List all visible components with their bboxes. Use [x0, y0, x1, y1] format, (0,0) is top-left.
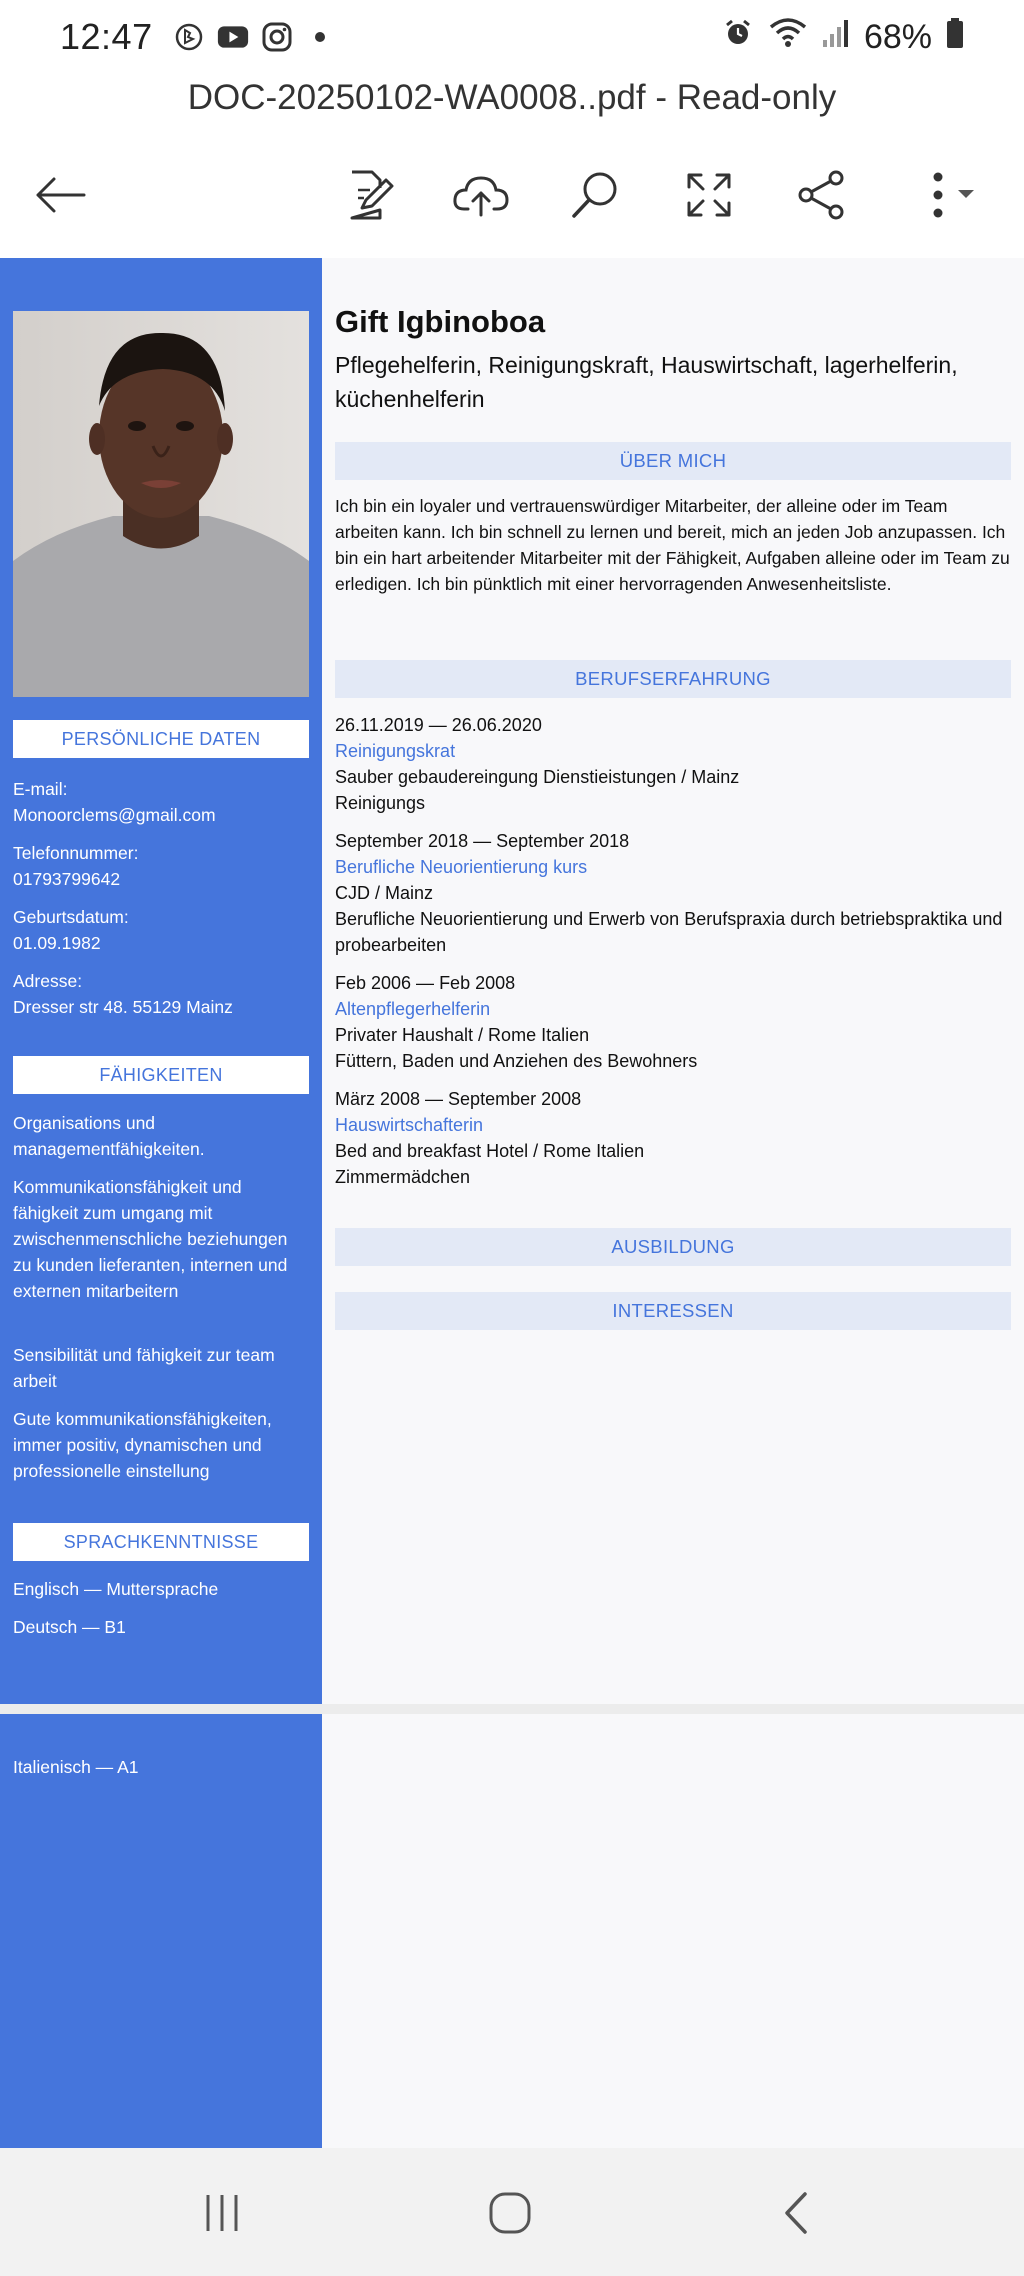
job-description: Berufliche Neuorientierung und Erwerb von Berufspraxia durch betriebspraktika und probearbeiten — [335, 909, 1003, 955]
recent-apps-button[interactable] — [182, 2178, 262, 2248]
document-page-1 — [0, 258, 1024, 1704]
job-dates: 26.11.2019 — 26.06.2020 — [335, 715, 542, 735]
email-value: Monoorclems@gmail.com — [13, 805, 216, 825]
language-item: Englisch — Muttersprache — [13, 1579, 219, 1599]
address-label: Adresse: — [13, 971, 83, 991]
recent-apps-icon — [200, 2191, 244, 2235]
job-dates: Feb 2006 — Feb 2008 — [335, 973, 516, 993]
birthdate-block — [13, 904, 313, 956]
battery-icon — [946, 17, 964, 58]
bing-icon — [173, 21, 205, 53]
instagram-icon — [261, 21, 293, 53]
skill-item: Kommunikationsfähigkeit und fähigkeit zum umgang mit zwischenmenschliche beziehungen zu kunden lieferanten, internen und externen mitarbeitern — [13, 1177, 288, 1301]
phone-value: 01793799642 — [13, 869, 121, 889]
job-description: Reinigungs — [335, 793, 426, 813]
search-icon — [569, 169, 621, 221]
job-entry — [335, 712, 1015, 816]
job-entry — [335, 1086, 1015, 1190]
job-entry — [335, 828, 1015, 958]
document-page-2 — [0, 1714, 1024, 2148]
job-role: Altenpflegerhelferin — [335, 999, 491, 1019]
personal-data-header: PERSÖNLICHE DATEN — [13, 720, 309, 758]
youtube-icon — [217, 21, 249, 53]
home-icon — [487, 2190, 533, 2236]
cv-sidebar — [0, 258, 322, 1704]
cv-subtitle: Pflegehelferin, Reinigungskraft, Hauswirtschaft, lagerhelferin, küchenhelferin — [335, 352, 958, 412]
education-header: AUSBILDUNG — [335, 1228, 1011, 1266]
job-role: Berufliche Neuorientierung kurs — [335, 857, 588, 877]
system-nav-bar — [0, 2148, 1024, 2276]
status-app-icons — [173, 21, 325, 53]
experience-header: BERUFSERFAHRUNG — [335, 660, 1011, 698]
wifi-icon — [768, 17, 808, 58]
job-dates: März 2008 — September 2008 — [335, 1089, 582, 1109]
profile-photo — [13, 311, 309, 697]
skills-header: FÄHIGKEITEN — [13, 1056, 309, 1094]
about-text: Ich bin ein loyaler und vertrauenswürdiger Mitarbeiter, der alleine oder im Team arbeiten kann. Ich bin schnell zu lernen und bereit, mich an jeden Job anzupassen. Ich bin ein hart arbeitender Mitarbeiter mit der Fähigkeit, Aufgaben alleine oder im Team zu erledigen. Ich bin pünktlich mit einer hervorragenden Anwesenheitsliste. — [335, 496, 1010, 594]
cv-sidebar-continued — [0, 1714, 322, 2148]
edit-pdf-icon — [346, 168, 396, 222]
job-role: Reinigungskrat — [335, 741, 456, 761]
skill-item: Gute kommunikationsfähigkeiten, immer positiv, dynamischen und professionelle einstellung — [13, 1409, 272, 1481]
job-employer: Bed and breakfast Hotel / Rome Italien — [335, 1141, 645, 1161]
job-entry — [335, 970, 1015, 1074]
birthdate-value: 01.09.1982 — [13, 933, 101, 953]
signal-icon — [822, 18, 850, 57]
alarm-icon — [722, 17, 754, 58]
status-time: 12:47 — [60, 16, 153, 57]
address-block — [13, 968, 313, 1020]
back-icon — [779, 2190, 813, 2236]
home-button[interactable] — [470, 2178, 550, 2248]
cloud-upload-icon — [452, 173, 510, 217]
birthdate-label: Geburtsdatum: — [13, 907, 129, 927]
job-employer: Sauber gebaudereingung Dienstieistungen / Mainz — [335, 767, 740, 787]
back-button[interactable] — [756, 2178, 836, 2248]
more-options-icon — [916, 170, 986, 220]
language-item: Deutsch — B1 — [13, 1617, 126, 1637]
phone-block — [13, 840, 313, 892]
status-right — [722, 17, 964, 58]
job-role: Hauswirtschafterin — [335, 1115, 484, 1135]
back-arrow-button[interactable] — [25, 160, 95, 230]
status-bar — [0, 0, 1024, 74]
job-description: Füttern, Baden und Anziehen des Bewohners — [335, 1051, 698, 1071]
skill-item: Sensibilität und fähigkeit zur team arbeit — [13, 1345, 275, 1391]
cv-name: Gift Igbinoboa — [335, 304, 546, 339]
email-block — [13, 776, 313, 828]
interests-header: INTERESSEN — [335, 1292, 1011, 1330]
search-button[interactable] — [560, 160, 630, 230]
cloud-upload-button[interactable] — [446, 160, 516, 230]
fullscreen-button[interactable] — [674, 160, 744, 230]
phone-label: Telefonnummer: — [13, 843, 139, 863]
back-arrow-icon — [32, 175, 88, 215]
dot-icon — [315, 32, 325, 42]
job-dates: September 2018 — September 2018 — [335, 831, 630, 851]
job-description: Zimmermädchen — [335, 1167, 471, 1187]
share-icon — [796, 169, 846, 221]
fullscreen-icon — [685, 171, 733, 219]
email-label: E-mail: — [13, 779, 68, 799]
languages-header: SPRACHKENNTNISSE — [13, 1523, 309, 1561]
edit-pdf-button[interactable] — [336, 160, 406, 230]
language-item: Italienisch — A1 — [13, 1757, 139, 1777]
skill-item: Organisations und managementfähigkeiten. — [13, 1113, 205, 1159]
address-value: Dresser str 48. 55129 Mainz — [13, 997, 233, 1017]
battery-text: 68% — [863, 17, 932, 56]
about-header: ÜBER MICH — [335, 442, 1011, 480]
more-options-button[interactable] — [906, 160, 996, 230]
share-button[interactable] — [786, 160, 856, 230]
job-employer: CJD / Mainz — [335, 883, 434, 903]
document-title: DOC-20250102-WA0008..pdf - Read-only — [187, 78, 837, 117]
toolbar — [0, 150, 1024, 240]
job-employer: Privater Haushalt / Rome Italien — [335, 1025, 590, 1045]
